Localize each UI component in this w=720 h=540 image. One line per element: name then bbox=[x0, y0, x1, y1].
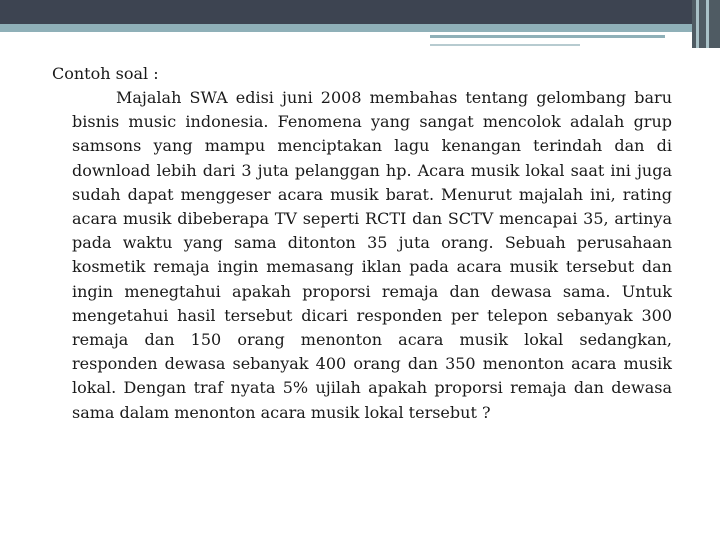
slide-content bbox=[52, 62, 672, 425]
header-accent-band bbox=[0, 24, 720, 32]
slide-heading: Contoh soal : bbox=[52, 64, 159, 83]
header-bar bbox=[0, 0, 720, 24]
header-corner-decoration bbox=[692, 0, 720, 48]
slide-body-text: Majalah SWA edisi juni 2008 membahas tentang gelombang baru bisnis music indonesia. Fenomena yang sangat mencolok adalah grup samsons yang mampu menciptakan lagu kenangan terindah dan di download lebih dari 3 juta pelanggan hp. Acara musik lokal saat ini juga sudah dapat menggeser acara musik barat. Menurut majalah ini, rating acara musik dibeberapa TV seperti RCTI dan SCTV mencapai 35, artinya pada waktu yang sama ditonton 35 juta orang. Sebuah perusahaan kosmetik remaja ingin memasang iklan pada acara musik tersebut dan ingin menegtahui apakah proporsi remaja dan dewasa sama. Untuk mengetahui hasil tersebut dicari responden per telepon sebanyak 300 remaja dan 150 orang menonton acara musik lokal sedangkan, responden dewasa sebanyak 400 orang dan 350 menonton acara musik lokal. Dengan traf nyata 5% ujilah apakah proporsi remaja dan dewasa sama dalam menonton acara musik lokal tersebut ? bbox=[72, 88, 672, 422]
accent-line-top bbox=[430, 35, 665, 38]
accent-line-bottom bbox=[430, 44, 580, 46]
